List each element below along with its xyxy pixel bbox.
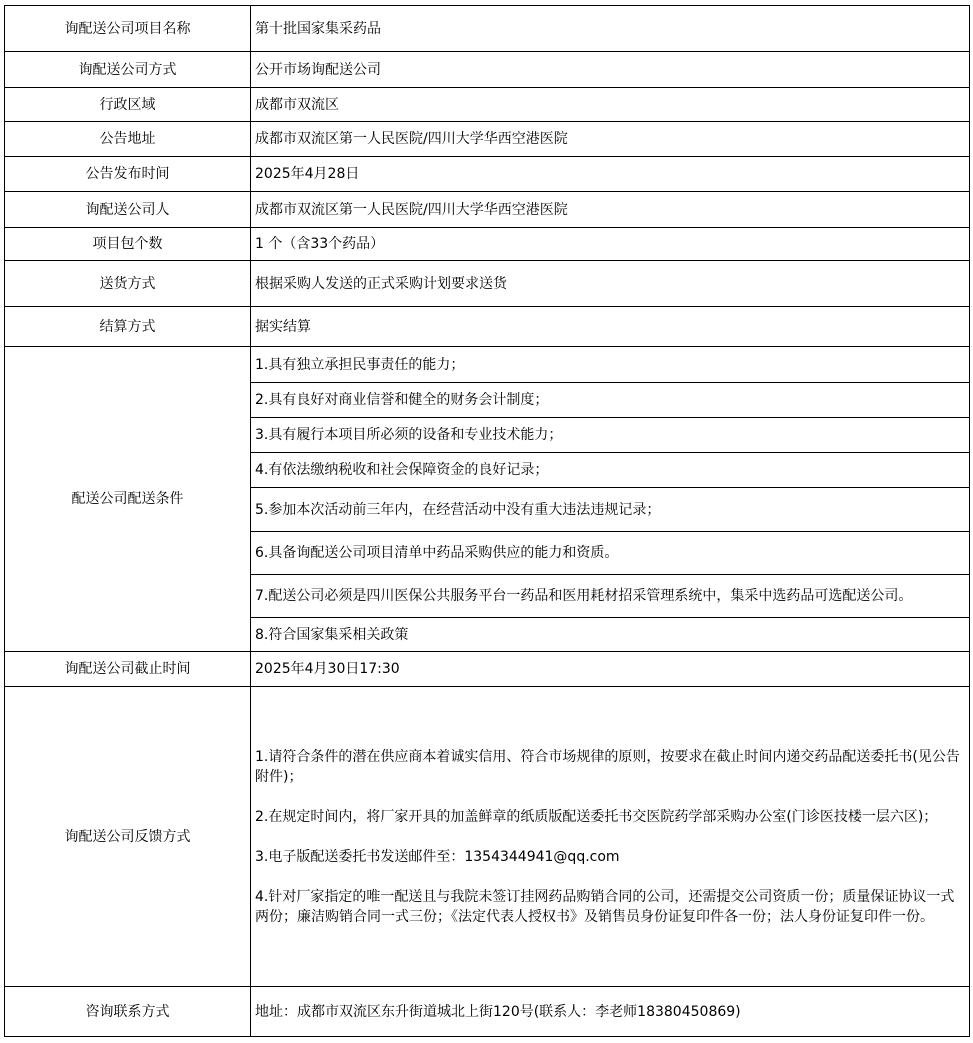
row-contact [5, 987, 970, 1037]
value-publish-time: 2025年4月28日 [251, 157, 970, 192]
row-feedback [5, 687, 970, 987]
condition-item: 3.具有履行本项目所必须的设备和专业技术能力； [251, 418, 970, 453]
value-deadline: 2025年4月30日17:30 [251, 652, 970, 687]
row-packages [5, 228, 970, 261]
label-inquirer: 询配送公司人 [5, 192, 251, 228]
condition-item: 4.有依法缴纳税收和社会保障资金的良好记录； [251, 453, 970, 488]
feedback-item: 4.针对厂家指定的唯一配送且与我院未签订挂网药品购销合同的公司，还需提交公司资质一份；质量保证协议一式两份；廉洁购销合同一式三份；《法定代表人授权书》及销售员身份证复印件各一份；法人身份证复印件一份。 [255, 888, 955, 925]
row-project-name [5, 6, 970, 52]
announcement-table [4, 5, 970, 1037]
condition-item: 1.具有独立承担民事责任的能力； [251, 347, 970, 383]
value-settlement: 据实结算 [251, 307, 970, 347]
label-method: 询配送公司方式 [5, 52, 251, 88]
label-deadline: 询配送公司截止时间 [5, 652, 251, 687]
label-packages: 项目包个数 [5, 228, 251, 261]
feedback-cell [251, 687, 970, 987]
label-publish-time: 公告发布时间 [5, 157, 251, 192]
row-inquirer [5, 192, 970, 228]
condition-row [5, 347, 970, 383]
value-address: 成都市双流区第一人民医院/四川大学华西空港医院 [251, 122, 970, 157]
row-address [5, 122, 970, 157]
value-project-name: 第十批国家集采药品 [251, 6, 970, 52]
condition-item: 7.配送公司必须是四川医保公共服务平台一药品和医用耗材招采管理系统中，集采中选药品可选配送公司。 [251, 575, 970, 618]
row-delivery [5, 261, 970, 307]
label-settlement: 结算方式 [5, 307, 251, 347]
label-address: 公告地址 [5, 122, 251, 157]
label-region: 行政区域 [5, 88, 251, 122]
label-conditions: 配送公司配送条件 [5, 347, 251, 652]
value-region: 成都市双流区 [251, 88, 970, 122]
feedback-item: 2.在规定时间内，将厂家开具的加盖鲜章的纸质版配送委托书交医院药学部采购办公室(门诊医技楼一层六区)； [255, 808, 938, 825]
label-contact: 咨询联系方式 [5, 987, 251, 1037]
value-delivery: 根据采购人发送的正式采购计划要求送货 [251, 261, 970, 307]
value-contact: 地址：成都市双流区东升街道城北上街120号(联系人：李老师18380450869) [251, 987, 970, 1037]
condition-item: 8.符合国家集采相关政策 [251, 618, 970, 652]
value-packages: 1 个（含33个药品） [251, 228, 970, 261]
value-inquirer: 成都市双流区第一人民医院/四川大学华西空港医院 [251, 192, 970, 228]
row-region [5, 88, 970, 122]
label-feedback: 询配送公司反馈方式 [5, 687, 251, 987]
feedback-item: 3.电子版配送委托书发送邮件至：1354344941@qq.com [255, 848, 620, 865]
feedback-item: 1.请符合条件的潜在供应商本着诚实信用、符合市场规律的原则，按要求在截止时间内递交药品配送委托书(见公告附件)； [255, 748, 960, 785]
row-settlement [5, 307, 970, 347]
row-deadline [5, 652, 970, 687]
row-publish-time [5, 157, 970, 192]
label-delivery: 送货方式 [5, 261, 251, 307]
label-project-name: 询配送公司项目名称 [5, 6, 251, 52]
condition-item: 6.具备询配送公司项目清单中药品采购供应的能力和资质。 [251, 532, 970, 575]
condition-item: 5.参加本次活动前三年内，在经营活动中没有重大违法违规记录； [251, 488, 970, 532]
condition-item: 2.具有良好对商业信誉和健全的财务会计制度； [251, 383, 970, 418]
row-method [5, 52, 970, 88]
value-method: 公开市场询配送公司 [251, 52, 970, 88]
